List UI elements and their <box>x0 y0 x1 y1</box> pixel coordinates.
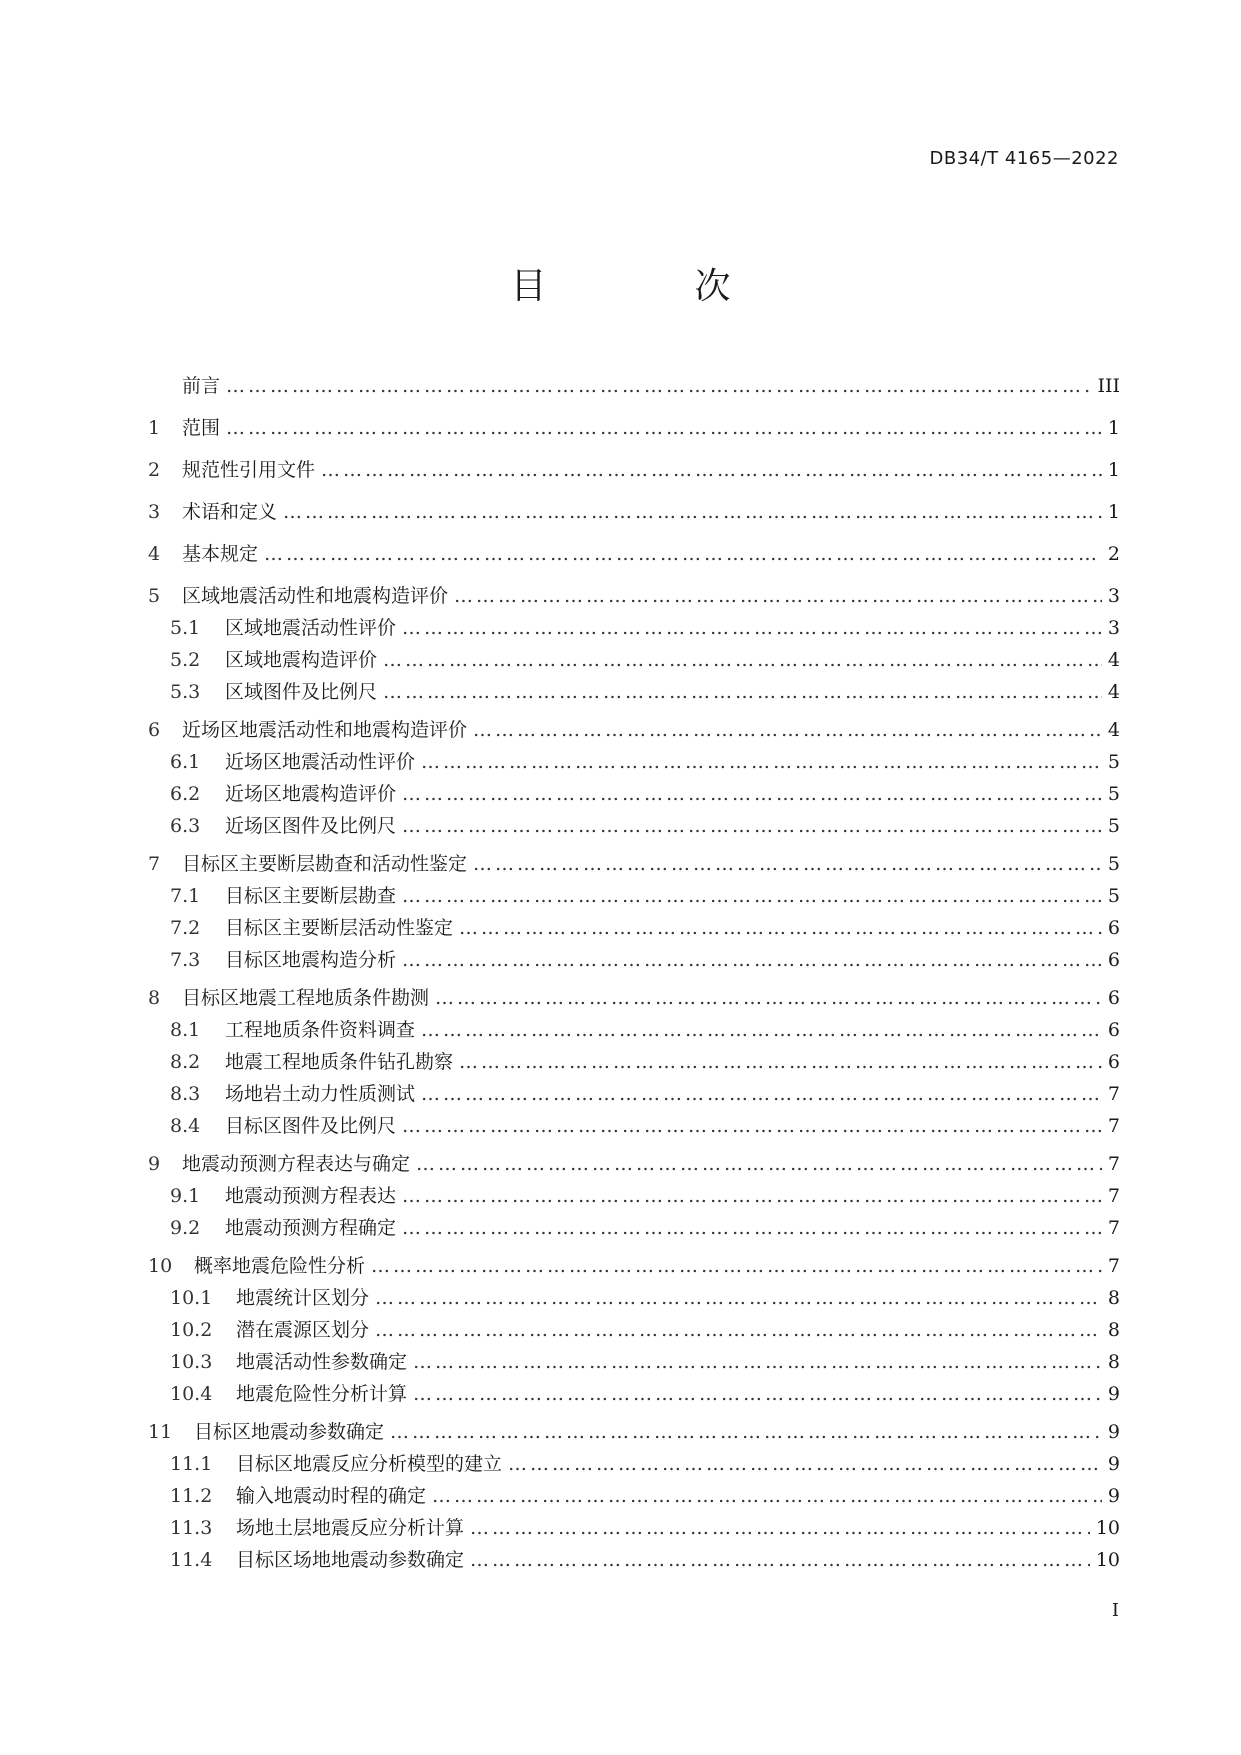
toc-entry-page: 9 <box>1107 1453 1120 1475</box>
toc-entry-page: 9 <box>1107 1383 1120 1405</box>
toc-entry-page: 4 <box>1107 649 1120 671</box>
toc-leader-dots <box>402 1214 1102 1242</box>
toc-entry-label: 地震危险性分析计算 <box>236 1383 408 1405</box>
toc-leader-dots <box>416 1150 1102 1178</box>
toc-entry-number: 4 <box>148 543 161 565</box>
toc-entry[interactable] <box>148 1150 1120 1178</box>
toc-entry-page: 7 <box>1107 1255 1120 1277</box>
toc-entry-label: 场地土层地震反应分析计算 <box>236 1517 465 1539</box>
toc-entry-label: 目标区主要断层勘查和活动性鉴定 <box>182 853 468 875</box>
toc-leader-dots <box>421 748 1102 776</box>
toc-leader-dots <box>421 1016 1102 1044</box>
toc-entry[interactable] <box>148 646 1120 674</box>
toc-leader-dots <box>226 372 1091 400</box>
toc-leader-dots <box>402 1182 1102 1210</box>
toc-entry[interactable] <box>148 614 1120 642</box>
page-number: I <box>1111 1600 1119 1621</box>
toc-entry[interactable] <box>148 984 1120 1012</box>
toc-entry[interactable] <box>148 1214 1120 1242</box>
toc-entry[interactable] <box>148 456 1120 484</box>
toc-leader-dots <box>383 678 1102 706</box>
toc-leader-dots <box>321 456 1102 484</box>
toc-entry-label: 输入地震动时程的确定 <box>236 1485 427 1507</box>
toc-entry-label: 前言 <box>182 375 221 397</box>
toc-entry-label: 近场区地震活动性评价 <box>225 751 416 773</box>
toc-entry[interactable] <box>148 414 1120 442</box>
toc-entry-label: 概率地震危险性分析 <box>194 1255 366 1277</box>
toc-entry-number: 3 <box>148 501 161 523</box>
toc-leader-dots <box>459 914 1102 942</box>
toc-entry-page: 7 <box>1107 1153 1120 1175</box>
toc-entry-number: 7.3 <box>170 949 201 971</box>
toc-entry-label: 工程地质条件资料调查 <box>225 1019 416 1041</box>
toc-entry-page: 5 <box>1107 885 1120 907</box>
toc-entry-label: 目标区地震反应分析模型的建立 <box>236 1453 503 1475</box>
toc-entry-page: 6 <box>1107 1051 1120 1073</box>
toc-entry-page: 6 <box>1107 1019 1120 1041</box>
toc-entry-label: 地震工程地质条件钻孔勘察 <box>225 1051 454 1073</box>
toc-entry-number: 8 <box>148 987 161 1009</box>
toc-leader-dots <box>473 716 1102 744</box>
toc-entry-page: 7 <box>1107 1115 1120 1137</box>
toc-leader-dots <box>413 1348 1102 1376</box>
toc-leader-dots <box>375 1284 1102 1312</box>
toc-leader-dots <box>390 1418 1102 1446</box>
toc-entry-number: 11 <box>148 1421 173 1443</box>
toc-entry-page: 2 <box>1107 543 1120 565</box>
toc-entry-label: 潜在震源区划分 <box>236 1319 370 1341</box>
toc-leader-dots <box>226 414 1102 442</box>
toc-entry[interactable] <box>148 1284 1120 1312</box>
toc-leader-dots <box>402 780 1102 808</box>
toc-entry-label: 地震统计区划分 <box>236 1287 370 1309</box>
toc-entry[interactable] <box>148 850 1120 878</box>
toc-entry-number: 7 <box>148 853 161 875</box>
toc-entry-label: 目标区主要断层活动性鉴定 <box>225 917 454 939</box>
toc-entry-number: 5.1 <box>170 617 201 639</box>
toc-entry-number: 10 <box>148 1255 173 1277</box>
toc-entry-number: 5.2 <box>170 649 201 671</box>
toc-entry-number: 8.4 <box>170 1115 201 1137</box>
toc-leader-dots <box>402 812 1102 840</box>
toc-entry-number: 8.1 <box>170 1019 201 1041</box>
toc-entry-label: 术语和定义 <box>182 501 278 523</box>
toc-entry[interactable] <box>148 582 1120 610</box>
toc-leader-dots <box>402 614 1102 642</box>
toc-entry-page: III <box>1097 375 1120 397</box>
toc-entry[interactable] <box>148 748 1120 776</box>
toc-entry-number: 5.3 <box>170 681 201 703</box>
toc-entry-number: 7.2 <box>170 917 201 939</box>
toc-entry-number: 8.3 <box>170 1083 201 1105</box>
toc-leader-dots <box>402 1112 1102 1140</box>
toc-entry[interactable] <box>148 678 1120 706</box>
toc-entry-page: 3 <box>1107 585 1120 607</box>
toc-leader-dots <box>508 1450 1102 1478</box>
toc-entry-page: 5 <box>1107 853 1120 875</box>
toc-entry[interactable] <box>148 882 1120 910</box>
table-of-contents <box>148 372 1120 1574</box>
toc-entry-number: 6.2 <box>170 783 201 805</box>
toc-leader-dots <box>371 1252 1102 1280</box>
toc-entry-page: 1 <box>1107 501 1120 523</box>
toc-entry-label: 地震活动性参数确定 <box>236 1351 408 1373</box>
toc-entry-number: 6.3 <box>170 815 201 837</box>
toc-leader-dots <box>421 1080 1102 1108</box>
toc-entry-label: 近场区地震活动性和地震构造评价 <box>182 719 468 741</box>
toc-entry[interactable] <box>148 1546 1120 1574</box>
toc-entry-page: 1 <box>1107 459 1120 481</box>
toc-entry[interactable] <box>148 1252 1120 1280</box>
toc-entry[interactable] <box>148 1316 1120 1344</box>
toc-entry-label: 近场区地震构造评价 <box>225 783 397 805</box>
toc-entry-number: 11.2 <box>170 1485 213 1507</box>
toc-entry-number: 6.1 <box>170 751 201 773</box>
toc-entry-number: 7.1 <box>170 885 201 907</box>
toc-entry-label: 目标区地震构造分析 <box>225 949 397 971</box>
toc-leader-dots <box>413 1380 1102 1408</box>
toc-entry-label: 目标区图件及比例尺 <box>225 1115 397 1137</box>
toc-entry-page: 7 <box>1107 1083 1120 1105</box>
toc-entry[interactable] <box>148 1482 1120 1510</box>
toc-entry[interactable] <box>148 1080 1120 1108</box>
toc-leader-dots <box>454 582 1102 610</box>
toc-entry-number: 11.1 <box>170 1453 213 1475</box>
toc-entry[interactable] <box>148 1450 1120 1478</box>
toc-entry[interactable] <box>148 498 1120 526</box>
toc-entry-number: 10.3 <box>170 1351 213 1373</box>
toc-entry[interactable] <box>148 1418 1120 1446</box>
toc-leader-dots <box>264 540 1102 568</box>
toc-entry-page: 6 <box>1107 917 1120 939</box>
toc-entry-number: 9.2 <box>170 1217 201 1239</box>
toc-entry-label: 近场区图件及比例尺 <box>225 815 397 837</box>
toc-entry-page: 5 <box>1107 783 1120 805</box>
toc-entry-page: 10 <box>1095 1549 1120 1571</box>
toc-entry-number: 1 <box>148 417 161 439</box>
toc-entry-label: 目标区地震工程地质条件勘测 <box>182 987 430 1009</box>
toc-entry-page: 6 <box>1107 949 1120 971</box>
toc-entry[interactable] <box>148 1016 1120 1044</box>
toc-leader-dots <box>470 1546 1090 1574</box>
toc-entry[interactable] <box>148 812 1120 840</box>
toc-entry-page: 8 <box>1107 1351 1120 1373</box>
document-code: DB34/T 4165—2022 <box>929 148 1119 169</box>
toc-entry[interactable] <box>148 1380 1120 1408</box>
toc-entry-page: 4 <box>1107 719 1120 741</box>
toc-entry-page: 8 <box>1107 1287 1120 1309</box>
toc-entry-label: 区域图件及比例尺 <box>225 681 378 703</box>
toc-entry[interactable] <box>148 716 1120 744</box>
toc-entry-label: 区域地震活动性评价 <box>225 617 397 639</box>
toc-entry-label: 目标区主要断层勘查 <box>225 885 397 907</box>
toc-entry[interactable] <box>148 1048 1120 1076</box>
toc-entry-number: 10.1 <box>170 1287 213 1309</box>
toc-entry-number: 2 <box>148 459 161 481</box>
toc-entry-label: 区域地震构造评价 <box>225 649 378 671</box>
toc-entry-page: 5 <box>1107 815 1120 837</box>
toc-entry-label: 目标区场地地震动参数确定 <box>236 1549 465 1571</box>
toc-entry-label: 地震动预测方程确定 <box>225 1217 397 1239</box>
toc-entry-number: 6 <box>148 719 161 741</box>
toc-entry-page: 9 <box>1107 1421 1120 1443</box>
toc-leader-dots <box>283 498 1102 526</box>
toc-entry-number: 11.3 <box>170 1517 213 1539</box>
toc-entry[interactable] <box>148 1182 1120 1210</box>
toc-entry-label: 地震动预测方程表达与确定 <box>182 1153 411 1175</box>
toc-leader-dots <box>432 1482 1102 1510</box>
toc-leader-dots <box>402 946 1102 974</box>
toc-entry-page: 9 <box>1107 1485 1120 1507</box>
toc-entry-label: 范围 <box>182 417 221 439</box>
toc-entry-label: 地震动预测方程表达 <box>225 1185 397 1207</box>
toc-leader-dots <box>402 882 1102 910</box>
toc-entry-page: 10 <box>1095 1517 1120 1539</box>
toc-entry[interactable] <box>148 1112 1120 1140</box>
toc-entry-label: 目标区地震动参数确定 <box>194 1421 385 1443</box>
toc-entry[interactable] <box>148 372 1120 400</box>
toc-entry-page: 1 <box>1107 417 1120 439</box>
toc-entry[interactable] <box>148 1514 1120 1542</box>
toc-entry-label: 场地岩土动力性质测试 <box>225 1083 416 1105</box>
toc-entry-page: 6 <box>1107 987 1120 1009</box>
toc-entry-number: 11.4 <box>170 1549 213 1571</box>
toc-entry[interactable] <box>148 914 1120 942</box>
toc-entry-label: 规范性引用文件 <box>182 459 316 481</box>
toc-leader-dots <box>470 1514 1090 1542</box>
toc-entry-page: 3 <box>1107 617 1120 639</box>
page-title: 目 次 <box>510 266 787 307</box>
toc-entry[interactable] <box>148 1348 1120 1376</box>
toc-entry-number: 8.2 <box>170 1051 201 1073</box>
toc-entry-label: 基本规定 <box>182 543 259 565</box>
toc-entry[interactable] <box>148 540 1120 568</box>
toc-entry-label: 区域地震活动性和地震构造评价 <box>182 585 449 607</box>
toc-leader-dots <box>383 646 1102 674</box>
toc-entry-page: 5 <box>1107 751 1120 773</box>
toc-entry-page: 8 <box>1107 1319 1120 1341</box>
toc-entry[interactable] <box>148 780 1120 808</box>
toc-entry-page: 4 <box>1107 681 1120 703</box>
toc-entry-number: 10.4 <box>170 1383 213 1405</box>
toc-entry-number: 5 <box>148 585 161 607</box>
toc-entry-page: 7 <box>1107 1217 1120 1239</box>
toc-entry[interactable] <box>148 946 1120 974</box>
toc-entry-number: 9.1 <box>170 1185 201 1207</box>
toc-leader-dots <box>435 984 1102 1012</box>
toc-entry-page: 7 <box>1107 1185 1120 1207</box>
toc-leader-dots <box>473 850 1102 878</box>
toc-entry-number: 10.2 <box>170 1319 213 1341</box>
toc-entry-number: 9 <box>148 1153 161 1175</box>
toc-leader-dots <box>459 1048 1102 1076</box>
toc-leader-dots <box>375 1316 1102 1344</box>
